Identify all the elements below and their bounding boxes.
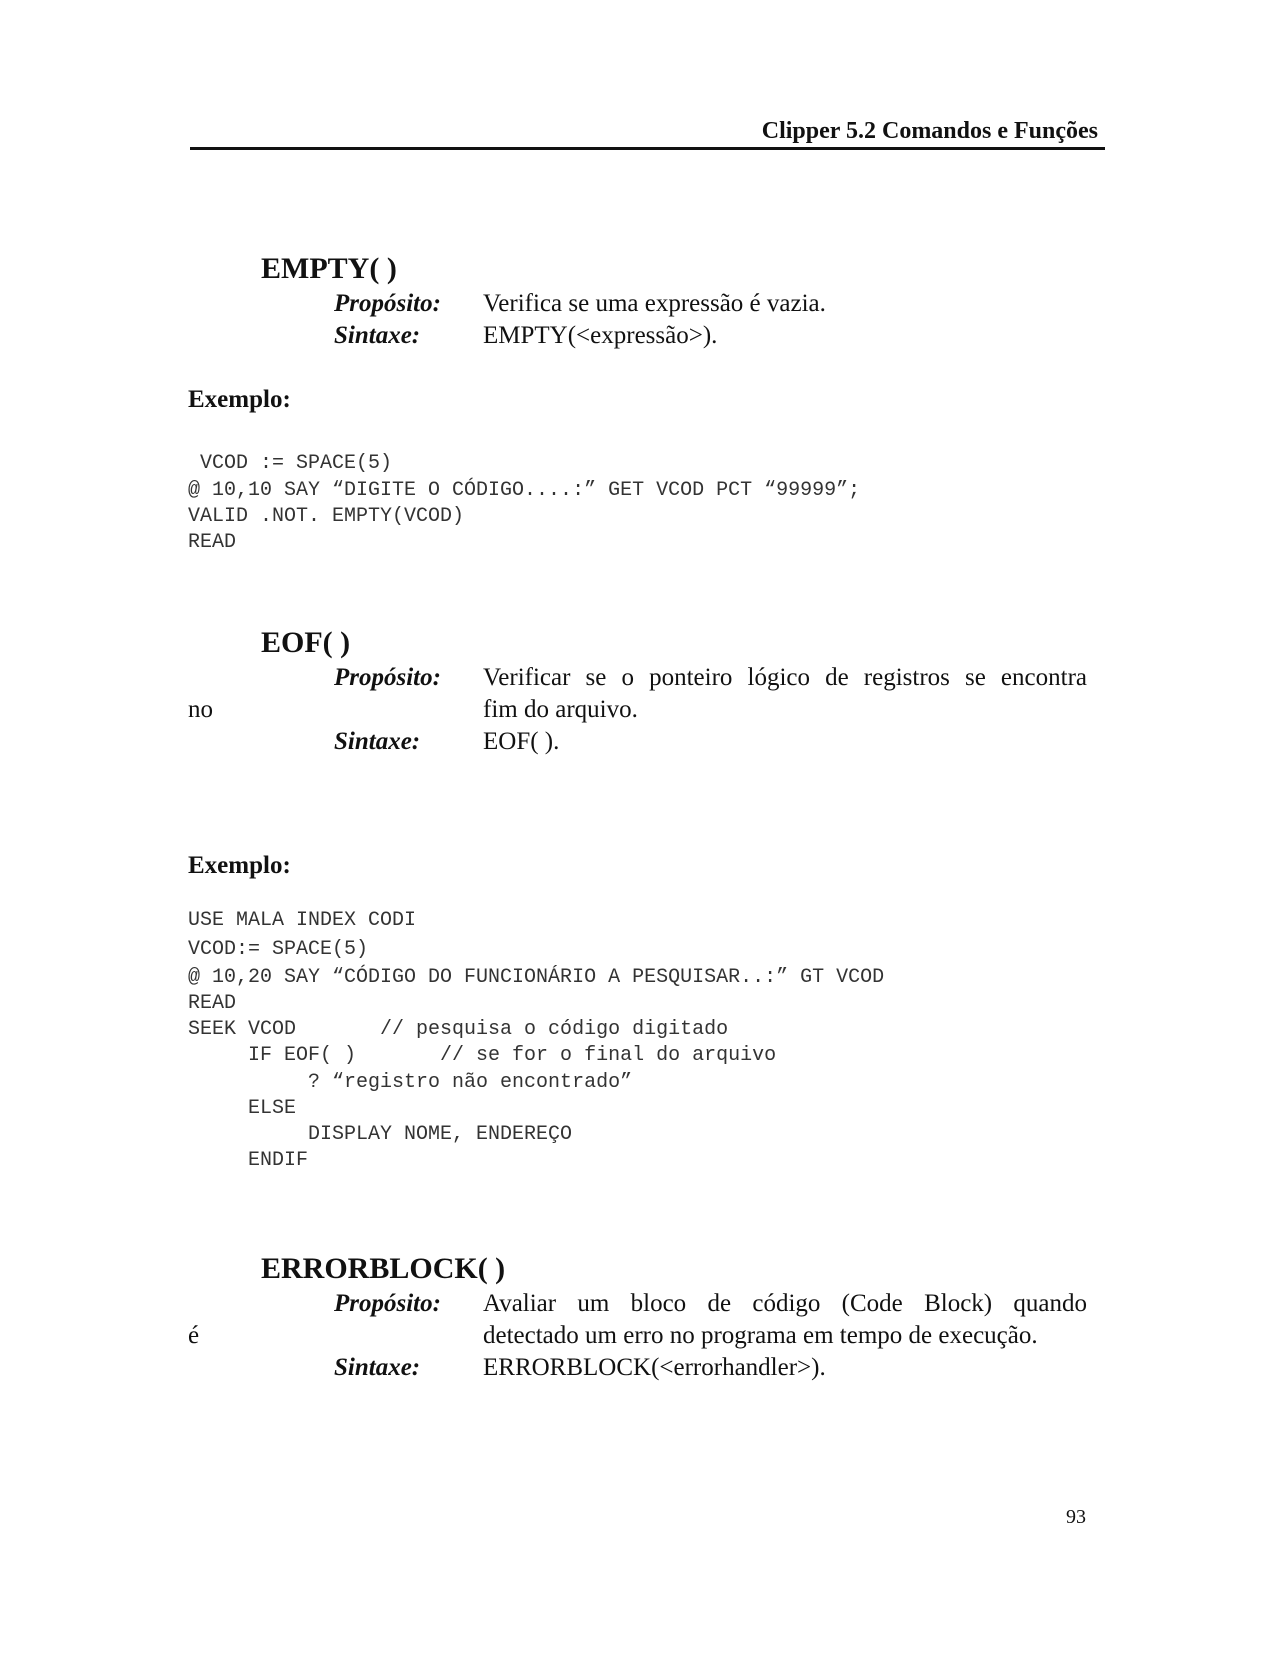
empty-function-title: EMPTY( ) [261, 252, 397, 285]
empty-proposito-label: Propósito: [334, 290, 441, 317]
code-line: ? “registro não encontrado” [188, 1071, 633, 1094]
eof-function-title: EOF( ) [261, 626, 351, 659]
code-line: @ 10,10 SAY “DIGITE O CÓDIGO....:” GET VCOD PCT “99999”; [188, 479, 861, 502]
empty-sintaxe-text: EMPTY(<expressão>). [483, 322, 718, 349]
eof-exemplo-label: Exemplo: [188, 852, 291, 879]
errorblock-proposito-text-line2: detectado um erro no programa em tempo de execução. [483, 1322, 1038, 1349]
errorblock-sintaxe-label: Sintaxe: [334, 1354, 421, 1381]
code-line: @ 10,20 SAY “CÓDIGO DO FUNCIONÁRIO A PESQUISAR..:” GT VCOD [188, 966, 885, 989]
errorblock-proposito-text-line1: Avaliar um bloco de código (Code Block) quando [483, 1290, 1087, 1317]
code-line: USE MALA INDEX CODI [188, 909, 417, 932]
code-line: VALID .NOT. EMPTY(VCOD) [188, 505, 465, 528]
empty-proposito-text: Verifica se uma expressão é vazia. [483, 290, 826, 317]
errorblock-stray-word: é [188, 1322, 200, 1349]
code-line: READ [188, 531, 237, 554]
code-line: IF EOF( ) // se for o final do arquivo [188, 1044, 777, 1067]
eof-proposito-text-line1: Verificar se o ponteiro lógico de registros se encontra [483, 664, 1087, 691]
code-line: ELSE [188, 1097, 297, 1120]
empty-sintaxe-label: Sintaxe: [334, 322, 421, 349]
code-line: SEEK VCOD // pesquisa o código digitado [188, 1018, 729, 1041]
eof-proposito-text-line2: fim do arquivo. [483, 696, 638, 723]
eof-stray-word: no [188, 696, 213, 723]
code-line: VCOD := SPACE(5) [188, 452, 393, 475]
eof-sintaxe-label: Sintaxe: [334, 728, 421, 755]
empty-exemplo-label: Exemplo: [188, 386, 291, 413]
running-header-title: Clipper 5.2 Comandos e Funções [761, 118, 1098, 144]
eof-sintaxe-text: EOF( ). [483, 728, 560, 755]
code-line: DISPLAY NOME, ENDEREÇO [188, 1123, 573, 1146]
code-line: READ [188, 992, 237, 1015]
code-line: ENDIF [188, 1149, 309, 1172]
errorblock-function-title: ERRORBLOCK( ) [261, 1252, 506, 1285]
errorblock-sintaxe-text: ERRORBLOCK(<errorhandler>). [483, 1354, 826, 1381]
header-rule [190, 147, 1105, 150]
page-number: 93 [1066, 1506, 1086, 1528]
eof-proposito-label: Propósito: [334, 664, 441, 691]
errorblock-proposito-label: Propósito: [334, 1290, 441, 1317]
code-line: VCOD:= SPACE(5) [188, 938, 369, 961]
